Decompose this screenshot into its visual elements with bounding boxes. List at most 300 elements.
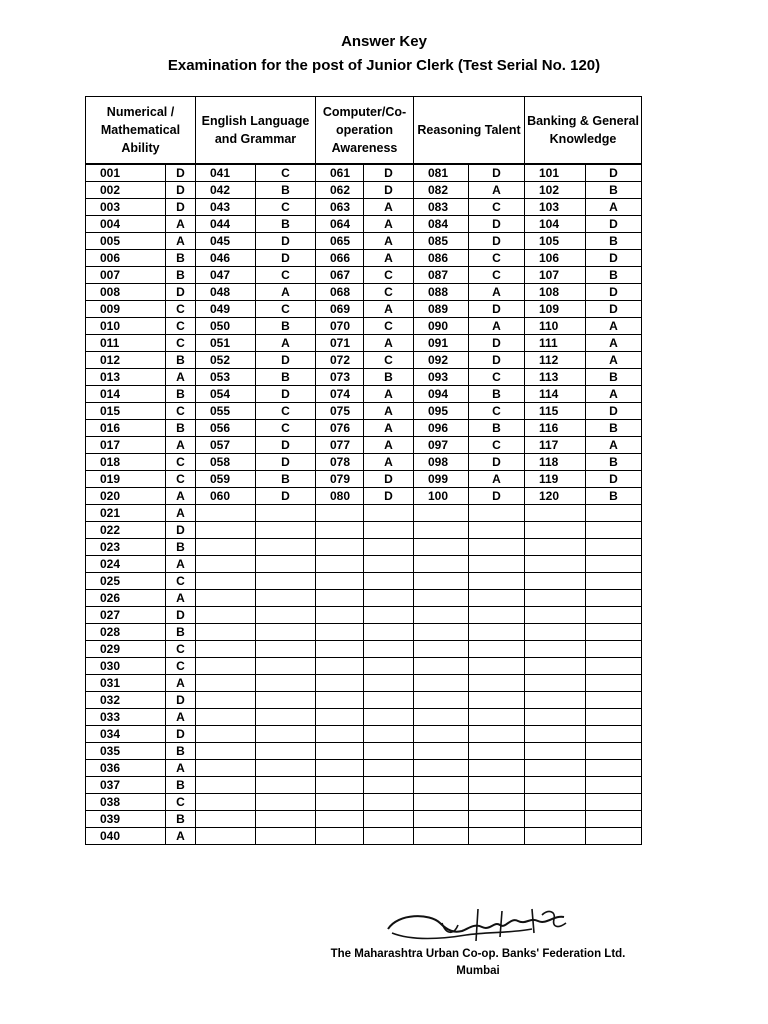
answer-letter: C — [166, 794, 196, 811]
answer-letter — [364, 658, 414, 675]
question-number: 074 — [316, 386, 364, 403]
question-number: 050 — [196, 318, 256, 335]
question-number: 073 — [316, 369, 364, 386]
question-number: 042 — [196, 182, 256, 199]
answer-letter — [469, 556, 525, 573]
question-number: 009 — [86, 301, 166, 318]
answer-letter: C — [166, 335, 196, 352]
answer-letter: B — [469, 420, 525, 437]
answer-letter: B — [256, 318, 316, 335]
question-number — [525, 624, 586, 641]
question-number: 046 — [196, 250, 256, 267]
table-row — [86, 437, 642, 454]
answer-letter — [469, 641, 525, 658]
answer-letter — [364, 556, 414, 573]
answer-letter: A — [469, 182, 525, 199]
question-number — [525, 590, 586, 607]
answer-letter — [256, 573, 316, 590]
answer-letter: A — [364, 233, 414, 250]
answer-letter: A — [586, 386, 642, 403]
question-number — [196, 522, 256, 539]
answer-letter: B — [586, 420, 642, 437]
question-number — [316, 624, 364, 641]
answer-letter: A — [256, 335, 316, 352]
question-number — [414, 777, 469, 794]
table-row — [86, 386, 642, 403]
question-number — [525, 760, 586, 777]
question-number: 085 — [414, 233, 469, 250]
question-number: 090 — [414, 318, 469, 335]
question-number: 006 — [86, 250, 166, 267]
question-number: 110 — [525, 318, 586, 335]
answer-letter: D — [166, 607, 196, 624]
question-number — [316, 505, 364, 522]
question-number: 037 — [86, 777, 166, 794]
answer-letter — [364, 811, 414, 828]
answer-letter: C — [256, 403, 316, 420]
table-row — [86, 454, 642, 471]
answer-letter: B — [256, 216, 316, 233]
answer-letter — [256, 522, 316, 539]
question-number — [196, 675, 256, 692]
question-number: 027 — [86, 607, 166, 624]
question-number: 021 — [86, 505, 166, 522]
question-number: 040 — [86, 828, 166, 845]
answer-letter — [256, 794, 316, 811]
answer-letter — [364, 777, 414, 794]
question-number — [414, 828, 469, 845]
answer-letter — [586, 709, 642, 726]
answer-letter: B — [586, 267, 642, 284]
question-number — [414, 794, 469, 811]
answer-letter: A — [586, 352, 642, 369]
question-number — [525, 607, 586, 624]
answer-letter — [586, 573, 642, 590]
question-number: 004 — [86, 216, 166, 233]
question-number: 109 — [525, 301, 586, 318]
answer-letter — [364, 641, 414, 658]
answer-letter — [469, 692, 525, 709]
question-number: 057 — [196, 437, 256, 454]
answer-letter — [586, 641, 642, 658]
answer-letter — [469, 590, 525, 607]
answer-letter: B — [586, 233, 642, 250]
answer-letter: A — [166, 233, 196, 250]
question-number — [414, 709, 469, 726]
question-number — [525, 573, 586, 590]
answer-letter — [364, 794, 414, 811]
question-number — [316, 743, 364, 760]
table-row — [86, 777, 642, 794]
question-number: 047 — [196, 267, 256, 284]
answer-letter: A — [166, 437, 196, 454]
page-title: Answer Key — [341, 33, 427, 50]
answer-letter — [364, 607, 414, 624]
answer-letter — [256, 726, 316, 743]
question-number: 007 — [86, 267, 166, 284]
table-row — [86, 641, 642, 658]
table-row — [86, 692, 642, 709]
answer-letter — [364, 760, 414, 777]
answer-letter: B — [469, 386, 525, 403]
table-row — [86, 505, 642, 522]
question-number: 117 — [525, 437, 586, 454]
answer-letter: A — [586, 318, 642, 335]
table-row — [86, 403, 642, 420]
answer-letter — [469, 726, 525, 743]
answer-letter — [586, 828, 642, 845]
question-number — [525, 811, 586, 828]
answer-letter: B — [166, 777, 196, 794]
table-row — [86, 743, 642, 760]
question-number — [525, 777, 586, 794]
column-header-banking: Banking & General Knowledge — [525, 97, 642, 165]
answer-letter — [256, 556, 316, 573]
question-number — [196, 607, 256, 624]
question-number: 019 — [86, 471, 166, 488]
column-header-english: English Language and Grammar — [196, 97, 316, 165]
answer-letter — [364, 675, 414, 692]
question-number — [316, 726, 364, 743]
question-number: 081 — [414, 164, 469, 182]
answer-letter: A — [364, 386, 414, 403]
question-number: 120 — [525, 488, 586, 505]
answer-letter: D — [586, 471, 642, 488]
answer-letter — [586, 539, 642, 556]
answer-letter: A — [166, 369, 196, 386]
question-number: 001 — [86, 164, 166, 182]
answer-letter: A — [364, 250, 414, 267]
question-number: 008 — [86, 284, 166, 301]
answer-rows — [86, 164, 642, 845]
question-number — [525, 828, 586, 845]
answer-letter: C — [166, 403, 196, 420]
answer-letter — [586, 658, 642, 675]
question-number: 058 — [196, 454, 256, 471]
question-number: 032 — [86, 692, 166, 709]
question-number: 041 — [196, 164, 256, 182]
question-number: 091 — [414, 335, 469, 352]
question-number: 082 — [414, 182, 469, 199]
question-number — [414, 641, 469, 658]
table-row — [86, 675, 642, 692]
answer-letter: D — [256, 454, 316, 471]
answer-letter: D — [469, 216, 525, 233]
question-number — [316, 539, 364, 556]
question-number: 020 — [86, 488, 166, 505]
answer-letter: D — [166, 199, 196, 216]
answer-letter — [586, 726, 642, 743]
answer-letter: D — [586, 284, 642, 301]
answer-key-table — [85, 96, 642, 845]
question-number: 113 — [525, 369, 586, 386]
answer-letter — [256, 811, 316, 828]
question-number — [316, 675, 364, 692]
answer-letter — [469, 539, 525, 556]
answer-letter — [469, 522, 525, 539]
answer-letter — [469, 505, 525, 522]
answer-letter: C — [256, 420, 316, 437]
answer-letter: B — [166, 352, 196, 369]
answer-letter — [469, 828, 525, 845]
question-number — [196, 726, 256, 743]
question-number: 029 — [86, 641, 166, 658]
answer-letter — [586, 556, 642, 573]
question-number — [316, 641, 364, 658]
question-number — [316, 573, 364, 590]
answer-letter — [364, 709, 414, 726]
answer-letter — [364, 573, 414, 590]
question-number: 071 — [316, 335, 364, 352]
question-number: 010 — [86, 318, 166, 335]
answer-letter: A — [364, 403, 414, 420]
answer-letter — [256, 539, 316, 556]
answer-letter — [364, 726, 414, 743]
question-number: 056 — [196, 420, 256, 437]
question-number: 084 — [414, 216, 469, 233]
question-number: 111 — [525, 335, 586, 352]
question-number: 119 — [525, 471, 586, 488]
answer-letter: A — [166, 505, 196, 522]
question-number: 066 — [316, 250, 364, 267]
question-number — [414, 692, 469, 709]
table-row — [86, 760, 642, 777]
answer-letter: C — [256, 267, 316, 284]
answer-letter: A — [586, 437, 642, 454]
question-number — [525, 641, 586, 658]
question-number: 118 — [525, 454, 586, 471]
table-row — [86, 556, 642, 573]
answer-letter — [256, 692, 316, 709]
question-number — [525, 522, 586, 539]
table-row — [86, 267, 642, 284]
question-number: 028 — [86, 624, 166, 641]
answer-letter: A — [166, 556, 196, 573]
answer-letter: A — [166, 590, 196, 607]
answer-letter — [586, 794, 642, 811]
answer-letter: D — [166, 726, 196, 743]
question-number: 086 — [414, 250, 469, 267]
question-number — [525, 709, 586, 726]
answer-letter — [256, 641, 316, 658]
answer-letter: A — [586, 335, 642, 352]
answer-letter — [256, 828, 316, 845]
question-number: 095 — [414, 403, 469, 420]
answer-letter: D — [586, 403, 642, 420]
question-number: 101 — [525, 164, 586, 182]
answer-letter: B — [166, 811, 196, 828]
answer-letter: A — [364, 437, 414, 454]
question-number — [196, 828, 256, 845]
answer-letter — [256, 658, 316, 675]
answer-letter: C — [166, 454, 196, 471]
answer-letter: C — [166, 573, 196, 590]
answer-letter — [256, 777, 316, 794]
question-number: 093 — [414, 369, 469, 386]
answer-letter: A — [364, 199, 414, 216]
answer-letter: C — [364, 284, 414, 301]
question-number — [196, 573, 256, 590]
question-number: 045 — [196, 233, 256, 250]
question-number — [196, 641, 256, 658]
answer-letter: D — [469, 233, 525, 250]
question-number — [414, 675, 469, 692]
question-number: 048 — [196, 284, 256, 301]
question-number: 054 — [196, 386, 256, 403]
table-header-row — [86, 97, 642, 165]
answer-letter: A — [364, 454, 414, 471]
question-number: 096 — [414, 420, 469, 437]
question-number — [316, 522, 364, 539]
answer-letter: B — [586, 488, 642, 505]
table-row — [86, 828, 642, 845]
table-row — [86, 182, 642, 199]
table-row — [86, 250, 642, 267]
answer-letter: D — [586, 164, 642, 182]
table-row — [86, 488, 642, 505]
question-number — [414, 760, 469, 777]
question-number: 100 — [414, 488, 469, 505]
answer-letter — [256, 590, 316, 607]
question-number — [196, 658, 256, 675]
answer-letter: D — [469, 164, 525, 182]
answer-letter: D — [469, 488, 525, 505]
question-number — [414, 522, 469, 539]
question-number: 014 — [86, 386, 166, 403]
question-number — [196, 760, 256, 777]
answer-letter: D — [256, 233, 316, 250]
table-row — [86, 301, 642, 318]
answer-letter: D — [586, 216, 642, 233]
answer-letter: B — [166, 267, 196, 284]
question-number — [525, 658, 586, 675]
table-row — [86, 726, 642, 743]
question-number — [196, 743, 256, 760]
answer-letter — [256, 760, 316, 777]
question-number — [196, 777, 256, 794]
answer-letter: B — [256, 471, 316, 488]
question-number: 103 — [525, 199, 586, 216]
answer-letter — [469, 811, 525, 828]
answer-letter: D — [166, 522, 196, 539]
table-row — [86, 284, 642, 301]
question-number — [316, 811, 364, 828]
column-header-numerical: Numerical / Mathematical Ability — [86, 97, 196, 165]
answer-letter: D — [166, 284, 196, 301]
question-number — [414, 505, 469, 522]
question-number: 108 — [525, 284, 586, 301]
question-number — [196, 709, 256, 726]
question-number: 098 — [414, 454, 469, 471]
question-number: 069 — [316, 301, 364, 318]
question-number — [196, 811, 256, 828]
question-number: 055 — [196, 403, 256, 420]
table-row — [86, 539, 642, 556]
answer-letter — [586, 624, 642, 641]
federation-city: Mumbai — [456, 965, 500, 977]
question-number — [414, 658, 469, 675]
answer-letter: D — [364, 164, 414, 182]
answer-letter: B — [256, 182, 316, 199]
federation-name: The Maharashtra Urban Co-op. Banks' Federation Ltd. — [330, 948, 626, 960]
answer-letter: C — [364, 352, 414, 369]
question-number: 002 — [86, 182, 166, 199]
question-number: 063 — [316, 199, 364, 216]
question-number — [525, 726, 586, 743]
table-row — [86, 573, 642, 590]
answer-letter — [586, 675, 642, 692]
table-row — [86, 794, 642, 811]
answer-letter — [586, 522, 642, 539]
question-number: 011 — [86, 335, 166, 352]
answer-letter: D — [469, 301, 525, 318]
table-row — [86, 216, 642, 233]
question-number: 061 — [316, 164, 364, 182]
question-number: 030 — [86, 658, 166, 675]
question-number: 099 — [414, 471, 469, 488]
question-number: 052 — [196, 352, 256, 369]
answer-letter: B — [166, 420, 196, 437]
answer-letter: C — [364, 318, 414, 335]
question-number: 112 — [525, 352, 586, 369]
answer-letter: B — [586, 369, 642, 386]
question-number — [316, 794, 364, 811]
question-number: 049 — [196, 301, 256, 318]
answer-letter — [256, 709, 316, 726]
answer-letter: A — [166, 675, 196, 692]
answer-letter: B — [364, 369, 414, 386]
question-number: 107 — [525, 267, 586, 284]
answer-letter — [364, 522, 414, 539]
answer-letter: B — [256, 369, 316, 386]
table-row — [86, 318, 642, 335]
answer-letter: C — [166, 641, 196, 658]
table-row — [86, 590, 642, 607]
question-number: 044 — [196, 216, 256, 233]
answer-letter: D — [586, 250, 642, 267]
answer-letter: D — [364, 182, 414, 199]
question-number: 088 — [414, 284, 469, 301]
answer-letter — [364, 505, 414, 522]
answer-letter: C — [469, 437, 525, 454]
question-number — [196, 539, 256, 556]
question-number — [414, 811, 469, 828]
answer-letter: D — [586, 301, 642, 318]
question-number: 025 — [86, 573, 166, 590]
question-number — [196, 794, 256, 811]
answer-letter — [256, 624, 316, 641]
answer-letter: A — [166, 828, 196, 845]
question-number — [316, 590, 364, 607]
answer-letter: A — [166, 488, 196, 505]
question-number: 022 — [86, 522, 166, 539]
answer-letter: B — [586, 454, 642, 471]
question-number: 106 — [525, 250, 586, 267]
page-subtitle: Examination for the post of Junior Clerk (Test Serial No. 120) — [167, 57, 601, 74]
question-number: 089 — [414, 301, 469, 318]
answer-letter — [256, 505, 316, 522]
question-number — [414, 539, 469, 556]
answer-letter — [469, 760, 525, 777]
question-number: 102 — [525, 182, 586, 199]
question-number: 094 — [414, 386, 469, 403]
question-number: 034 — [86, 726, 166, 743]
table-row — [86, 233, 642, 250]
question-number: 043 — [196, 199, 256, 216]
answer-letter — [364, 692, 414, 709]
question-number: 051 — [196, 335, 256, 352]
question-number — [196, 624, 256, 641]
